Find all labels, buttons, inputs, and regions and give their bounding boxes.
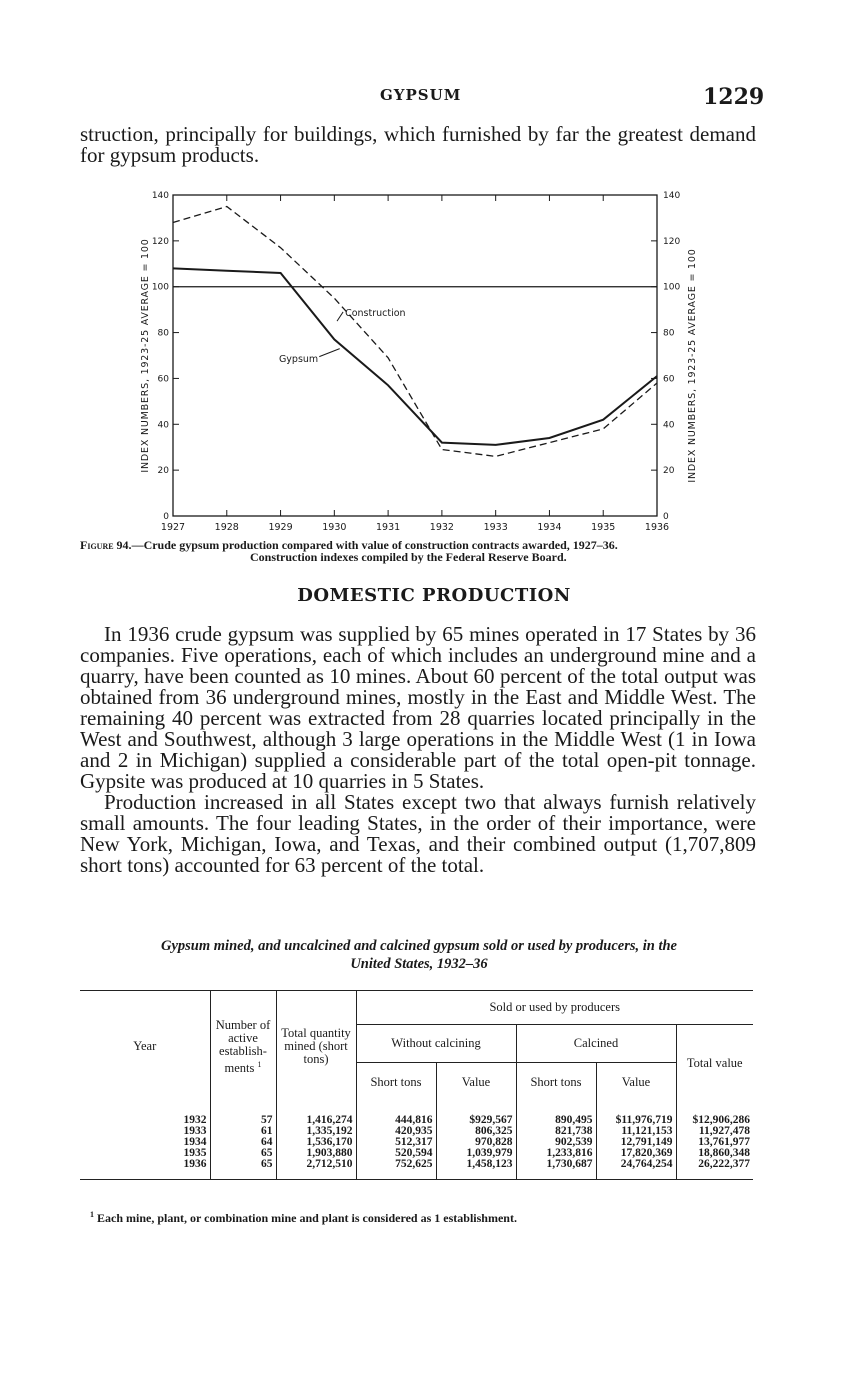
cell-mined: 2,712,510 [276, 1159, 356, 1170]
cell-wc-value: 970,828 [436, 1137, 516, 1148]
y-axis-label-right: INDEX NUMBERS, 1923-25 AVERAGE = 100 [687, 248, 698, 483]
plot-border [173, 195, 657, 516]
gypsum-table [80, 990, 753, 1180]
paragraph-states: Production increased in all States except two that always furnish relatively small amounts. The four leading States, in the order of their importance, were New York, Michigan, Iowa, and Texas, and their combined output (1,707,809 short tons) accounted for 63 percent of the total. [80, 790, 756, 877]
table-title-line1: Gypsum mined, and uncalcined and calcined gypsum sold or used by producers, in the [161, 938, 677, 954]
running-head: GYPSUM [380, 86, 462, 104]
table-title-line2: United States, 1932–36 [350, 956, 488, 972]
y-tick-label-right: 120 [663, 236, 681, 247]
header-year: Year [133, 1039, 157, 1054]
y-tick-label-left: 120 [151, 236, 169, 247]
y-tick-label-left: 100 [151, 282, 169, 293]
cell-c-value: 24,764,254 [596, 1159, 676, 1170]
header-footnote-marker: 1 [257, 1059, 262, 1069]
table-row [80, 1137, 753, 1148]
annotation-construction-leader [337, 312, 343, 321]
cell-c-tons: 1,730,687 [516, 1159, 596, 1170]
cell-total: 13,761,977 [676, 1137, 753, 1148]
footnote-text: Each mine, plant, or combination mine and plant is considered as 1 establishment. [97, 1211, 517, 1225]
header-without-calcining: Without calcining [356, 1025, 516, 1063]
x-tick-label: 1935 [591, 522, 616, 533]
header-establishments [210, 991, 276, 1103]
cell-c-value: 11,121,153 [596, 1126, 676, 1137]
y-tick-label-left: 140 [151, 191, 169, 201]
cell-mined: 1,416,274 [276, 1115, 356, 1126]
page-number: 1229 [703, 84, 765, 110]
cell-c-value: 12,791,149 [596, 1137, 676, 1148]
cell-year: 1932 [183, 1113, 207, 1126]
paragraph-mines: In 1936 crude gypsum was supplied by 65 mines operated in 17 States by 36 companies. Five operations, each of which includes an underground mine and a quarry, have been counted as 10 mines. About 60 percent of the total output was obtained from 36 underground mines, mostly in the East and Middle West. The remaining 40 percent was extracted from 28 quarries located principally in the West and Southwest, although 3 large operations in the Middle West (1 in Iowa and 2 in Michigan) supplied a considerable part of the total open-pit tonnage. Gypsite was produced at 10 quarries in 5 States. [80, 622, 756, 793]
table-footnote [90, 1210, 517, 1226]
header-c-value: Value [596, 1063, 676, 1103]
header-c-short-tons: Short tons [516, 1063, 596, 1103]
x-tick-label: 1936 [644, 522, 670, 533]
annotation-construction: Construction [345, 307, 406, 319]
figure-caption-label: Figure 94. [80, 538, 132, 552]
series-line-gypsum [173, 268, 657, 445]
y-tick-label-left: 20 [157, 466, 169, 477]
cell-year: 1935 [183, 1146, 207, 1159]
annotation-gypsum-leader [319, 349, 339, 357]
chart-labels [140, 191, 698, 533]
section-title: DOMESTIC PRODUCTION [297, 585, 571, 606]
cell-establishments: 65 [210, 1148, 276, 1159]
x-tick-label: 1933 [483, 522, 508, 533]
header-total-mined: Total quantity mined (short tons) [276, 991, 356, 1103]
chart-ticks [173, 195, 657, 516]
cell-mined: 1,903,880 [276, 1148, 356, 1159]
table-row [80, 1159, 753, 1170]
cell-wc-tons: 752,625 [356, 1159, 436, 1170]
cell-wc-value: 806,325 [436, 1126, 516, 1137]
cell-wc-value: $929,567 [436, 1115, 516, 1126]
cell-wc-tons: 444,816 [356, 1115, 436, 1126]
cell-year: 1933 [183, 1124, 207, 1137]
cell-c-tons: 821,738 [516, 1126, 596, 1137]
cell-wc-tons: 420,935 [356, 1126, 436, 1137]
cell-establishments: 64 [210, 1137, 276, 1148]
chart-series [173, 207, 657, 457]
cell-year: 1934 [183, 1135, 207, 1148]
domestic-production-text [80, 624, 756, 876]
table-row [80, 1148, 753, 1159]
cell-wc-value: 1,458,123 [436, 1159, 516, 1170]
annotation-gypsum: Gypsum [278, 353, 319, 365]
x-tick-label: 1930 [322, 522, 347, 533]
cell-establishments: 61 [210, 1126, 276, 1137]
cell-c-tons: 902,539 [516, 1137, 596, 1148]
cell-wc-value: 1,039,979 [436, 1148, 516, 1159]
x-tick-label: 1931 [376, 522, 401, 533]
figure-caption-line1: —Crude gypsum production compared with value of construction contracts awarded, 1927–36. [131, 538, 618, 552]
cell-mined: 1,536,170 [276, 1137, 356, 1148]
table-row [80, 1126, 753, 1137]
y-tick-label-right: 140 [663, 191, 681, 201]
cell-total: 11,927,478 [676, 1126, 753, 1137]
y-tick-label-left: 60 [157, 374, 169, 385]
header-total-value: Total value [676, 1025, 753, 1103]
cell-year: 1936 [183, 1157, 207, 1170]
header-wc-value: Value [436, 1063, 516, 1103]
y-tick-label-left: 40 [157, 420, 169, 431]
cell-total: $12,906,286 [676, 1115, 753, 1126]
y-tick-label-left: 80 [157, 328, 169, 339]
x-tick-label: 1929 [268, 522, 293, 533]
y-tick-label-right: 60 [663, 374, 675, 385]
figure-caption-line2: Construction indexes compiled by the Federal Reserve Board. [250, 550, 567, 564]
header-wc-short-tons: Short tons [356, 1063, 436, 1103]
header-sold-group: Sold or used by producers [356, 991, 753, 1025]
x-tick-label: 1932 [429, 522, 454, 533]
table-title [80, 937, 758, 973]
cell-c-value: 17,820,369 [596, 1148, 676, 1159]
y-axis-label-left: INDEX NUMBERS, 1923-25 AVERAGE = 100 [140, 238, 151, 473]
cell-wc-tons: 512,317 [356, 1137, 436, 1148]
chart-frame [173, 195, 657, 516]
cell-c-value: $11,976,719 [596, 1115, 676, 1126]
series-line-construction [173, 207, 657, 457]
x-tick-label: 1927 [160, 522, 186, 533]
table-row [80, 1115, 753, 1126]
cell-mined: 1,335,192 [276, 1126, 356, 1137]
cell-c-tons: 1,233,816 [516, 1148, 596, 1159]
cell-wc-tons: 520,594 [356, 1148, 436, 1159]
cell-total: 26,222,377 [676, 1159, 753, 1170]
y-tick-label-right: 100 [663, 282, 681, 293]
cell-total: 18,860,348 [676, 1148, 753, 1159]
header-calcined: Calcined [516, 1025, 676, 1063]
intro-paragraph-text: struction, principally for buildings, which furnished by far the greatest demand for gypsum products. [80, 122, 756, 167]
y-tick-label-right: 80 [663, 328, 675, 339]
y-tick-label-left: 0 [163, 512, 169, 522]
x-tick-label: 1928 [214, 522, 239, 533]
footnote-marker: 1 [90, 1210, 94, 1219]
y-tick-label-right: 0 [663, 512, 669, 522]
y-tick-label-right: 20 [663, 466, 675, 477]
intro-paragraph [80, 124, 756, 166]
cell-establishments: 57 [210, 1115, 276, 1126]
cell-c-tons: 890,495 [516, 1115, 596, 1126]
y-tick-label-right: 40 [663, 420, 675, 431]
header-establishments-text: Number of active establish- ments [215, 1017, 271, 1075]
index-line-chart [130, 185, 698, 535]
figure-caption [80, 539, 760, 563]
x-tick-label: 1934 [537, 522, 562, 533]
cell-establishments: 65 [210, 1159, 276, 1170]
